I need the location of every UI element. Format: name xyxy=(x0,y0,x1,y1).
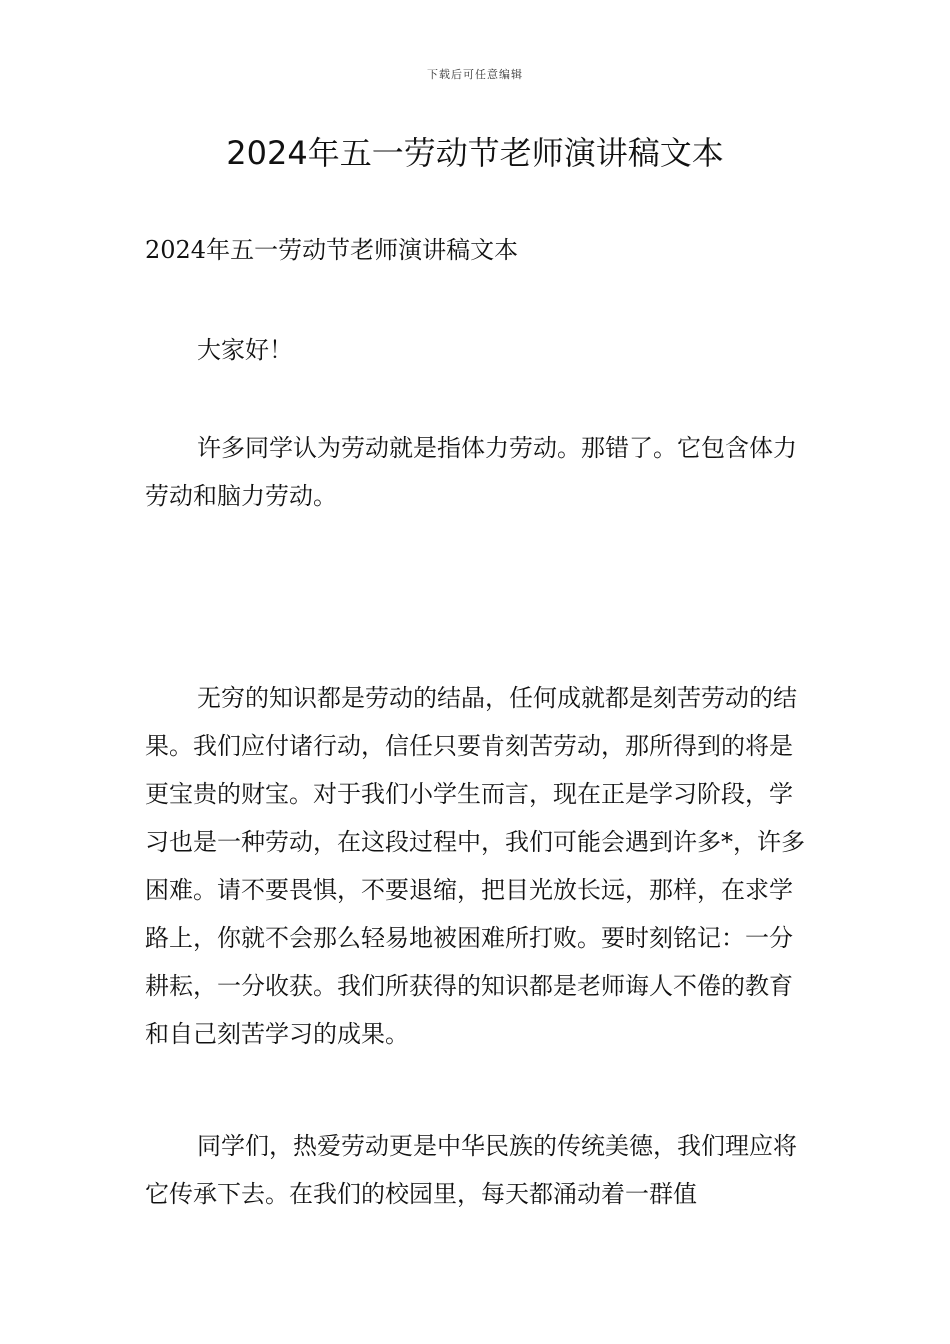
document-title: 2024年五一劳动节老师演讲稿文本 xyxy=(226,134,724,172)
header-note: 下载后可任意编辑 xyxy=(427,68,523,81)
greeting-paragraph: 大家好！ xyxy=(197,336,293,364)
body-paragraph-2: 无穷的知识都是劳动的结晶，任何成就都是刻苦劳动的结果。我们应付诸行动，信任只要肯刻苦劳动，那所得到的将是更宝贵的财宝。对于我们小学生而言，现在正是学习阶段，学习也是一种劳动，在这段过程中，我们可能会遇到许多*，许多困难。请不要畏惧，不要退缩，把目光放长远，那样，在求学路上，你就不会那么轻易地被困难所打败。要时刻铭记：一分耕耘，一分收获。我们所获得的知识都是老师诲人不倦的教育和自己刻苦学习的成果。 xyxy=(145,684,805,1048)
body-paragraph-3: 同学们，热爱劳动更是中华民族的传统美德，我们理应将它传承下去。在我们的校园里，每天都涌动着一群值 xyxy=(145,1132,797,1208)
body-paragraph-1: 许多同学认为劳动就是指体力劳动。那错了。它包含体力劳动和脑力劳动。 xyxy=(145,434,797,510)
document-subtitle: 2024年五一劳动节老师演讲稿文本 xyxy=(145,236,519,264)
